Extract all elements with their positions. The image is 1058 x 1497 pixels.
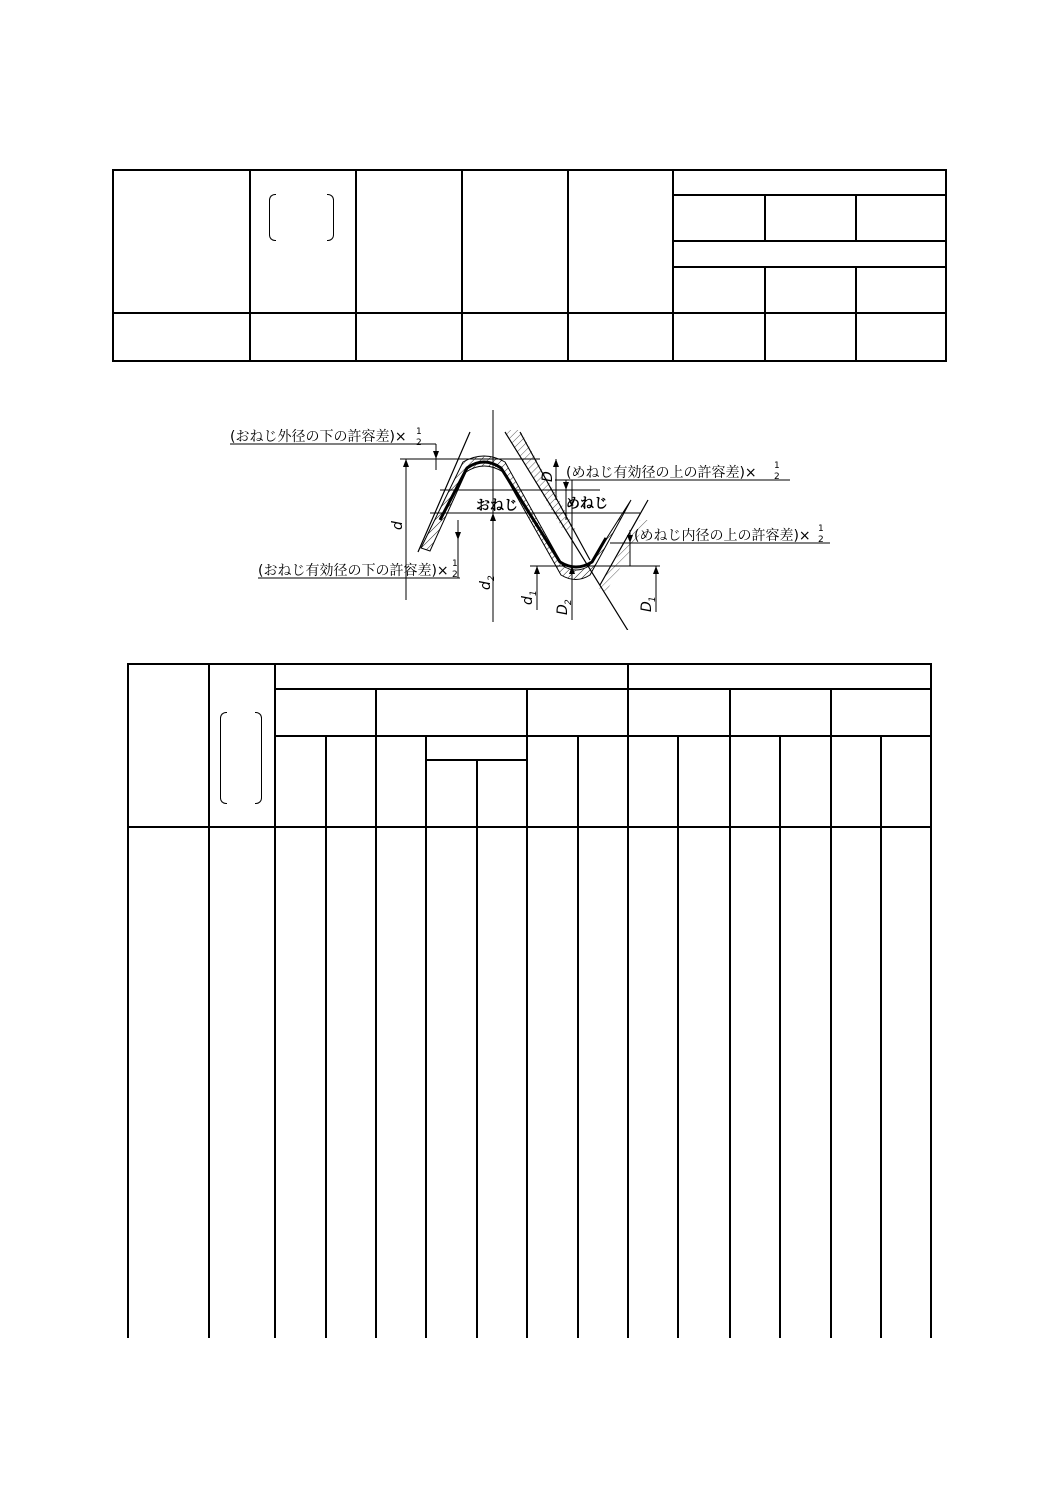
- bottom-table-vline: [577, 735, 579, 1338]
- svg-text:2: 2: [564, 599, 574, 605]
- bottom-table-header-separator: [127, 826, 932, 828]
- svg-text:2: 2: [416, 438, 422, 448]
- bottom-table-vline: [526, 688, 528, 1338]
- bottom-table-border-left: [127, 663, 129, 1338]
- top-table-header-separator: [112, 312, 947, 314]
- bottom-table-border-right: [930, 663, 932, 1338]
- label-nut: めねじ: [566, 496, 608, 512]
- svg-text:1: 1: [529, 590, 539, 596]
- top-table-border-bottom: [112, 360, 947, 362]
- svg-text:1: 1: [818, 524, 824, 534]
- top-table-vline: [764, 266, 766, 362]
- sym-d1: d: [520, 596, 536, 605]
- bottom-table-vline: [274, 663, 276, 1338]
- bracket-left: [269, 194, 276, 241]
- thread-profile-figure: [200, 400, 860, 630]
- bottom-table-hline: [274, 735, 932, 737]
- label-bolt-major-tol: (おねじ外径の下の許容差)×: [230, 429, 407, 445]
- top-table-vline: [249, 169, 251, 362]
- bottom-table-hline: [274, 688, 932, 690]
- bottom-table-vline: [880, 735, 882, 1338]
- label-bolt-pitch-tol: (おねじ有効径の下の許容差)×: [258, 563, 449, 579]
- top-table-border-left: [112, 169, 114, 362]
- label-nut-pitch-tol: (めねじ有効径の上の許容差)×: [566, 465, 757, 481]
- top-table-vline: [764, 194, 766, 241]
- bottom-table-vline: [830, 688, 832, 1338]
- sym-D1: D: [639, 601, 655, 612]
- svg-text:1: 1: [648, 596, 658, 602]
- top-table-vline: [855, 194, 857, 241]
- label-nut-minor-tol: (めねじ内径の上の許容差)×: [634, 528, 811, 544]
- top-table-hline: [672, 194, 947, 196]
- sym-d: d: [390, 521, 406, 530]
- top-table-vline: [855, 266, 857, 362]
- top-table-hline: [672, 266, 947, 268]
- top-table-vline: [461, 169, 463, 362]
- top-table-border-top: [112, 169, 947, 171]
- svg-text:1: 1: [416, 427, 422, 437]
- bottom-table-vline: [677, 735, 679, 1338]
- bottom-table-vline: [325, 735, 327, 1338]
- bottom-table-vline: [375, 688, 377, 1338]
- label-bolt: おねじ: [476, 498, 518, 514]
- sym-D: D: [540, 471, 556, 482]
- bottom-table-vline: [425, 735, 427, 1338]
- bracket-right: [327, 194, 334, 241]
- svg-text:2: 2: [818, 535, 824, 545]
- sym-d2: d: [478, 581, 494, 590]
- svg-text:1: 1: [452, 559, 458, 569]
- bracket-right: [255, 712, 262, 804]
- svg-text:2: 2: [487, 575, 497, 581]
- sym-D2: D: [555, 604, 571, 615]
- bottom-table-border-top: [127, 663, 932, 665]
- bottom-table-vline: [779, 735, 781, 1338]
- bottom-table-vline: [627, 663, 629, 1338]
- bottom-table-hline: [425, 759, 526, 761]
- svg-text:2: 2: [452, 570, 458, 580]
- svg-text:1: 1: [774, 461, 780, 471]
- bottom-table-vline: [729, 688, 731, 1338]
- top-table-vline: [355, 169, 357, 362]
- bottom-table-vline: [208, 663, 210, 1338]
- svg-text:2: 2: [774, 472, 780, 482]
- bracket-left: [220, 712, 227, 804]
- top-table-vline: [567, 169, 569, 362]
- bottom-table-vline: [476, 759, 478, 1338]
- top-table-hline: [672, 240, 947, 242]
